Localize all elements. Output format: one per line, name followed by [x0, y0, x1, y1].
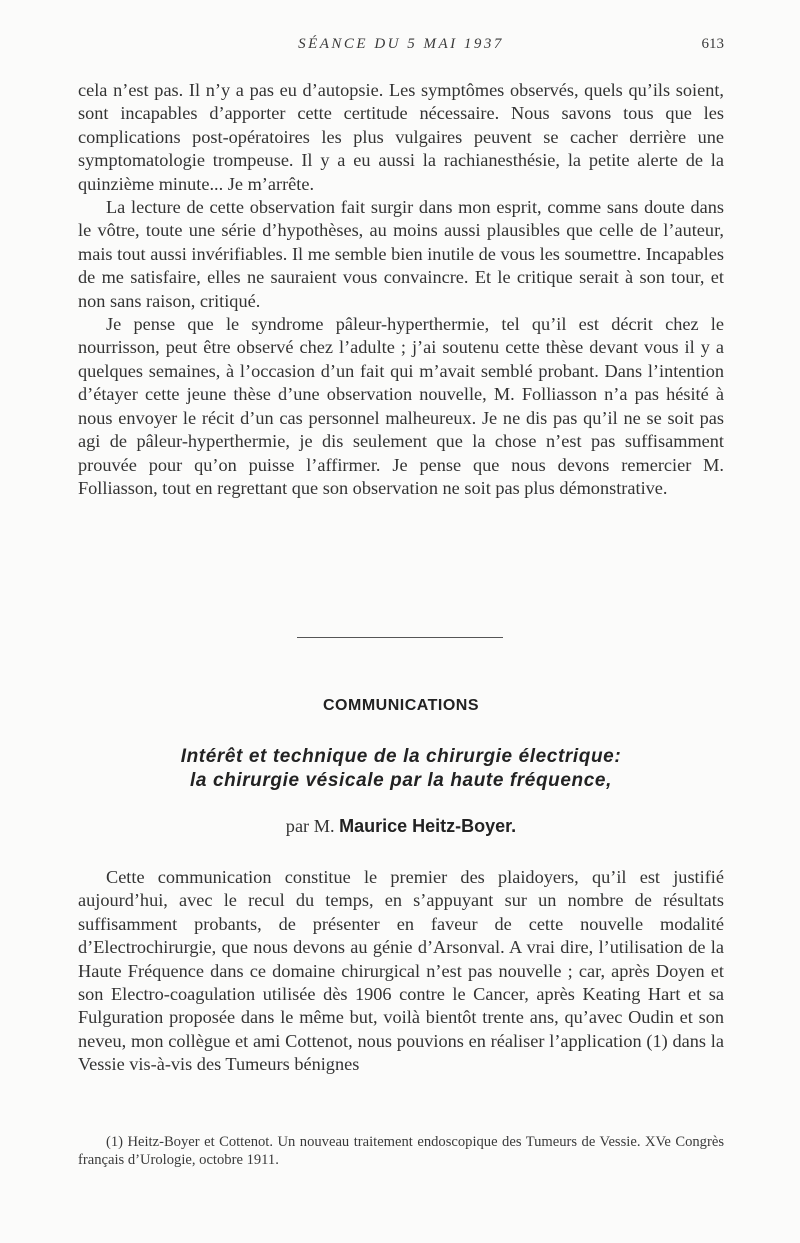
article-title-line: la chirurgie vésicale par la haute fréquence, — [190, 770, 612, 791]
paragraph: Cette communication constitue le premier des plaidoyers, qu’il est justifié aujourd’hui, avec le recul du temps, en s’appuyant sur un nombre de résultats suffisamment probants, de présenter en faveur de cette nouvelle modalité d’Electrochirurgie, que nous devons au génie d’Arsonval. A vrai dire, l’utilisation de la Haute Fréquence dans ce domaine chirurgical n’est pas nouvelle ; car, après Doyen et son Electro-coagulation utilisée dès 1906 contre le Cancer, après Keating Hart et sa Fulguration proposée dans le même but, voilà bientôt trente ans, qu’avec Oudin et son neveu, mon collègue et ami Cottenot, nous pouvions en réaliser l’application (1) dans la Vessie vis-à-vis des Tumeurs bénignes — [78, 867, 724, 1075]
page-header — [78, 36, 724, 58]
section-divider — [297, 637, 503, 638]
paragraph: cela n’est pas. Il n’y a pas eu d’autopsie. Les symptômes observés, quels qu’ils soient, sont incapables d’apporter cette certitude nécessaire. Nous savons tous que les complications post-opératoires les plus vulgaires peuvent se cacher derrière une symptomatologie trompeuse. Il y a eu aussi la rachianesthésie, la petite alerte de la quinzième minute... Je m’arrête. — [78, 80, 724, 194]
discussion-text — [78, 79, 724, 500]
article-title — [78, 745, 724, 793]
page-number: 613 — [701, 36, 724, 52]
footnote-text: (1) Heitz-Boyer et Cottenot. Un nouveau traitement endoscopique des Tumeurs de Vessie. XVe Congrès français d’Urologie, octobre 1911. — [78, 1134, 724, 1169]
running-title: SÉANCE DU 5 MAI 1937 — [298, 36, 504, 52]
footnote — [78, 1133, 724, 1170]
paragraph: La lecture de cette observation fait surgir dans mon esprit, comme sans doute dans le vôtre, toute une série d’hypothèses, au moins aussi plausibles que celle de l’auteur, mais tout aussi invérifiables. Il me semble bien inutile de vous les soumettre. Incapables de me satisfaire, elles ne sauraient vous convaincre. Et le critique serait à son tour, et non sans raison, critiqué. — [78, 197, 724, 311]
author-name: Maurice Heitz-Boyer. — [339, 816, 517, 836]
article-title-line: Intérêt et technique de la chirurgie électrique: — [180, 746, 622, 767]
communication-text — [78, 866, 724, 1077]
paragraph: Je pense que le syndrome pâleur-hyperthermie, tel qu’il est décrit chez le nourrisson, peut être observé chez l’adulte ; j’ai soutenu cette thèse devant vous il y a quelques semaines, à l’occasion d’un fait qui m’avait semblé probant. Dans l’intention d’étayer cette jeune thèse d’une observation nouvelle, M. Folliasson n’a pas hésité à nous envoyer le récit d’un cas personnel malheureux. Je ne dis pas qu’il ne se soit pas agi de pâleur-hyperthermie, je dis seulement que la chose n’est pas suffisamment prouvée pour qu’on puisse l’affirmer. Je pense que nous devons remercier M. Folliasson, tout en regrettant que son observation ne soit pas plus démonstrative. — [78, 314, 724, 498]
section-heading: COMMUNICATIONS — [322, 697, 480, 714]
author-line — [78, 816, 724, 837]
author-prefix: par M. — [285, 816, 335, 836]
